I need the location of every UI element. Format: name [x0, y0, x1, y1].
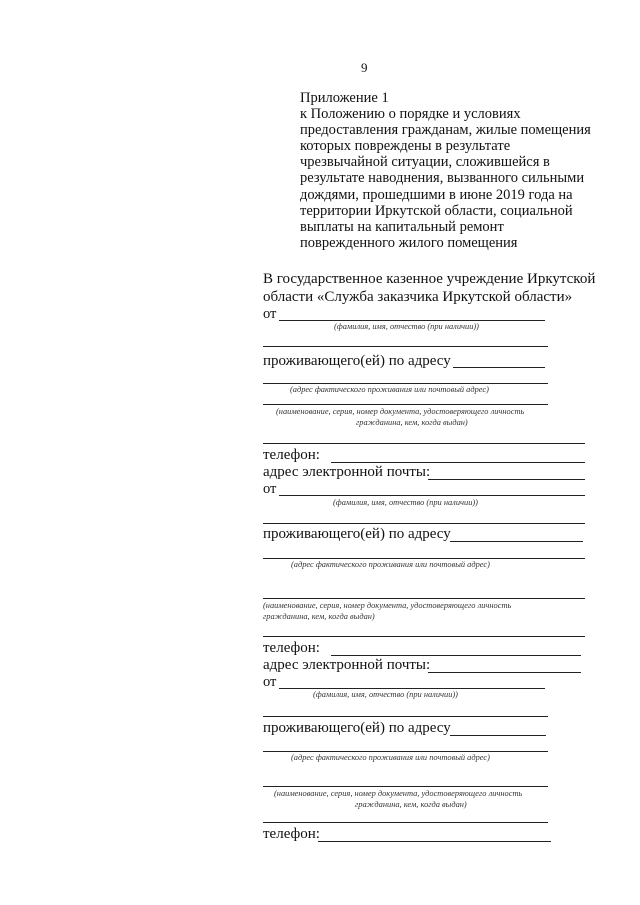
addressee-line: В государственное казенное учреждение Иркутской: [263, 271, 596, 287]
from-label: от: [263, 306, 277, 322]
document-caption-line: гражданина, кем, когда выдан): [356, 418, 468, 427]
address-caption: (адрес фактического проживания или почтовый адрес): [291, 560, 490, 569]
email-label: адрес электронной почты:: [263, 657, 431, 673]
fio-caption: (фамилия, имя, отчество (при наличии)): [334, 322, 479, 331]
fio-caption: (фамилия, имя, отчество (при наличии)): [313, 690, 458, 699]
document-continuation-field[interactable]: [263, 636, 585, 637]
residing-label: проживающего(ей) по адресу: [263, 353, 451, 369]
document-caption-line: (наименование, серия, номер документа, удостоверяющего личность: [274, 789, 523, 798]
appendix-line: Приложение 1: [300, 90, 389, 106]
document-caption-line: гражданина, кем, когда выдан): [355, 800, 467, 809]
address-caption: (адрес фактического проживания или почтовый адрес): [290, 385, 489, 394]
from-label: от: [263, 481, 277, 497]
phone-label: телефон:: [263, 447, 320, 463]
fio-continuation-field[interactable]: [263, 346, 548, 347]
appendix-line: выплаты на капитальный ремонт: [300, 219, 504, 235]
phone-label: телефон:: [263, 826, 320, 842]
address-continuation-field[interactable]: [263, 751, 548, 752]
phone-field[interactable]: [331, 655, 581, 656]
appendix-line: чрезвычайной ситуации, сложившейся в: [300, 154, 550, 170]
address-field[interactable]: [450, 735, 546, 736]
email-field[interactable]: [428, 672, 581, 673]
phone-field[interactable]: [331, 462, 585, 463]
appendix-line: поврежденного жилого помещения: [300, 235, 518, 251]
appendix-line: результате наводнения, вызванного сильными: [300, 170, 585, 186]
appendix-line: дождями, прошедшими в июне 2019 года на: [300, 187, 573, 203]
email-label: адрес электронной почты:: [263, 464, 431, 480]
fio-continuation-field[interactable]: [263, 716, 548, 717]
fio-caption: (фамилия, имя, отчество (при наличии)): [333, 498, 478, 507]
document-continuation-field[interactable]: [263, 822, 548, 823]
document-field[interactable]: [263, 786, 548, 787]
residing-label: проживающего(ей) по адресу: [263, 720, 451, 736]
address-field[interactable]: [453, 367, 545, 368]
residing-label: проживающего(ей) по адресу: [263, 526, 451, 542]
document-continuation-field[interactable]: [263, 443, 585, 444]
fio-continuation-field[interactable]: [263, 523, 585, 524]
address-caption: (адрес фактического проживания или почтовый адрес): [291, 753, 490, 762]
address-continuation-field[interactable]: [263, 558, 585, 559]
document-field[interactable]: [263, 404, 548, 405]
fio-field[interactable]: [279, 495, 585, 496]
document-caption-line: гражданина, кем, когда выдан): [263, 612, 375, 621]
appendix-line: территории Иркутской области, социальной: [300, 203, 573, 219]
fio-field[interactable]: [279, 688, 545, 689]
document-field[interactable]: [263, 598, 585, 599]
fio-field[interactable]: [279, 320, 545, 321]
appendix-line: которых повреждены в результате: [300, 138, 511, 154]
appendix-line: предоставления гражданам, жилые помещения: [300, 122, 591, 138]
page-number: 9: [361, 60, 368, 75]
appendix-line: к Положению о порядке и условиях: [300, 106, 521, 122]
document-caption-line: (наименование, серия, номер документа, удостоверяющего личность: [276, 407, 525, 416]
document-caption-line: (наименование, серия, номер документа, удостоверяющего личность: [263, 601, 512, 610]
phone-field[interactable]: [318, 841, 551, 842]
address-continuation-field[interactable]: [263, 383, 548, 384]
address-field[interactable]: [450, 541, 583, 542]
from-label: от: [263, 674, 277, 690]
phone-label: телефон:: [263, 640, 320, 656]
email-field[interactable]: [428, 479, 585, 480]
addressee-line: области «Служба заказчика Иркутской области»: [263, 289, 573, 305]
